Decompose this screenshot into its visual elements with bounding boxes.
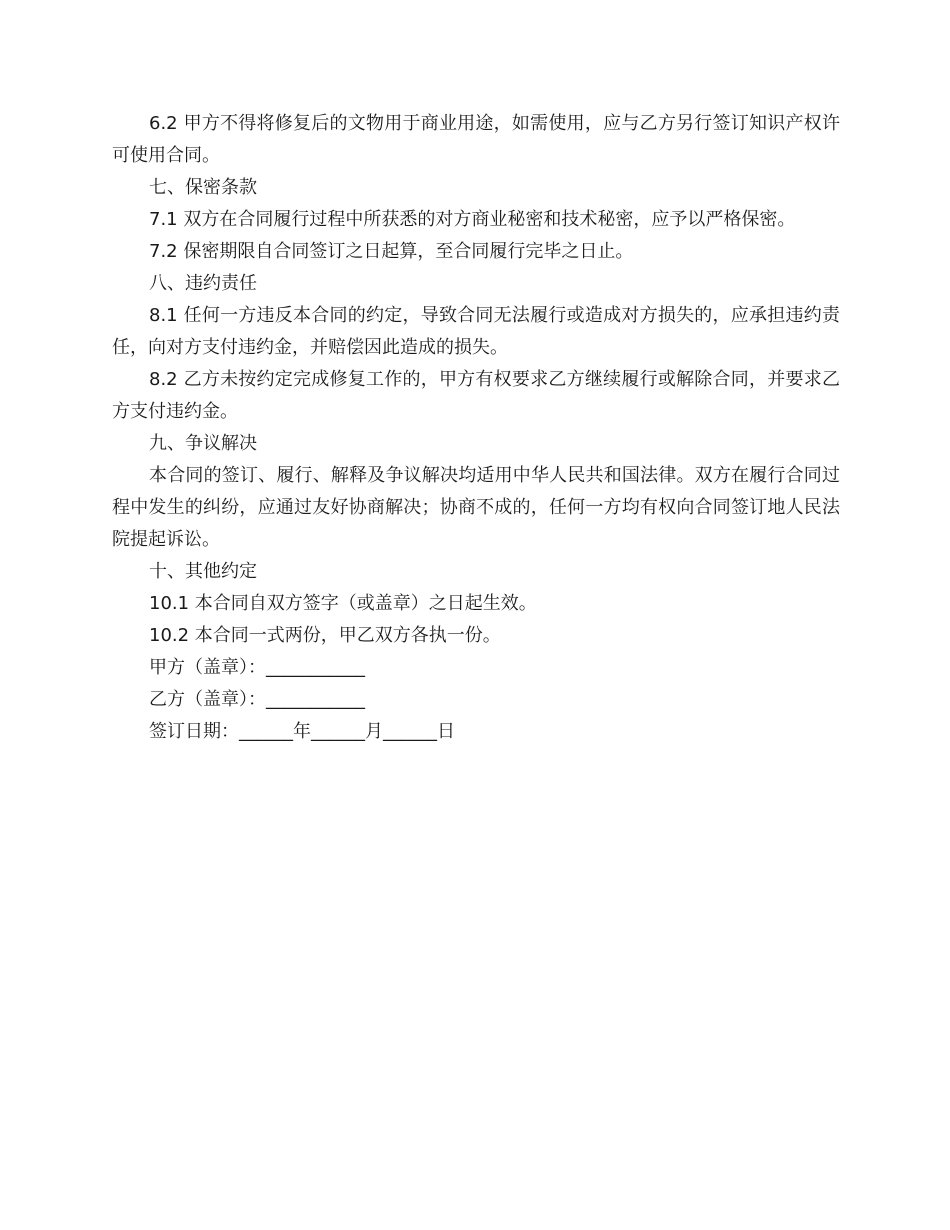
clause-8-1: 8.1 任何一方违反本合同的约定，导致合同无法履行或造成对方损失的，应承担违约责任，向对方支付违约金，并赔偿因此造成的损失。 (112, 305, 840, 358)
section-heading-confidentiality: 七、保密条款 (149, 177, 257, 198)
section-heading-breach: 八、违约责任 (149, 273, 257, 294)
dispute-clause: 本合同的签订、履行、解释及争议解决均适用中华人民共和国法律。双方在履行合同过程中发生的纠纷，应通过友好协商解决；协商不成的，任何一方均有权向合同签订地人民法院提起诉讼。 (112, 465, 840, 550)
section-heading-dispute: 九、争议解决 (149, 433, 257, 454)
section-heading-other: 十、其他约定 (149, 561, 257, 582)
signing-date-line: 签订日期：______年______月______日 (149, 721, 455, 742)
party-a-seal-line: 甲方（盖章）：___________ (149, 657, 365, 678)
clause-6-2: 6.2 甲方不得将修复后的文物用于商业用途，如需使用，应与乙方另行签订知识产权许可使用合同。 (112, 113, 840, 166)
clause-7-2: 7.2 保密期限自合同签订之日起算，至合同履行完毕之日止。 (149, 241, 634, 262)
clause-10-2: 10.2 本合同一式两份，甲乙双方各执一份。 (149, 625, 501, 646)
clause-8-2: 8.2 乙方未按约定完成修复工作的，甲方有权要求乙方继续履行或解除合同，并要求乙方支付违约金。 (112, 369, 840, 422)
clause-7-1: 7.1 双方在合同履行过程中所获悉的对方商业秘密和技术秘密，应予以严格保密。 (149, 209, 796, 230)
party-b-seal-line: 乙方（盖章）：___________ (149, 689, 365, 710)
clause-10-1: 10.1 本合同自双方签字（或盖章）之日起生效。 (149, 593, 537, 614)
document-body (112, 108, 840, 748)
